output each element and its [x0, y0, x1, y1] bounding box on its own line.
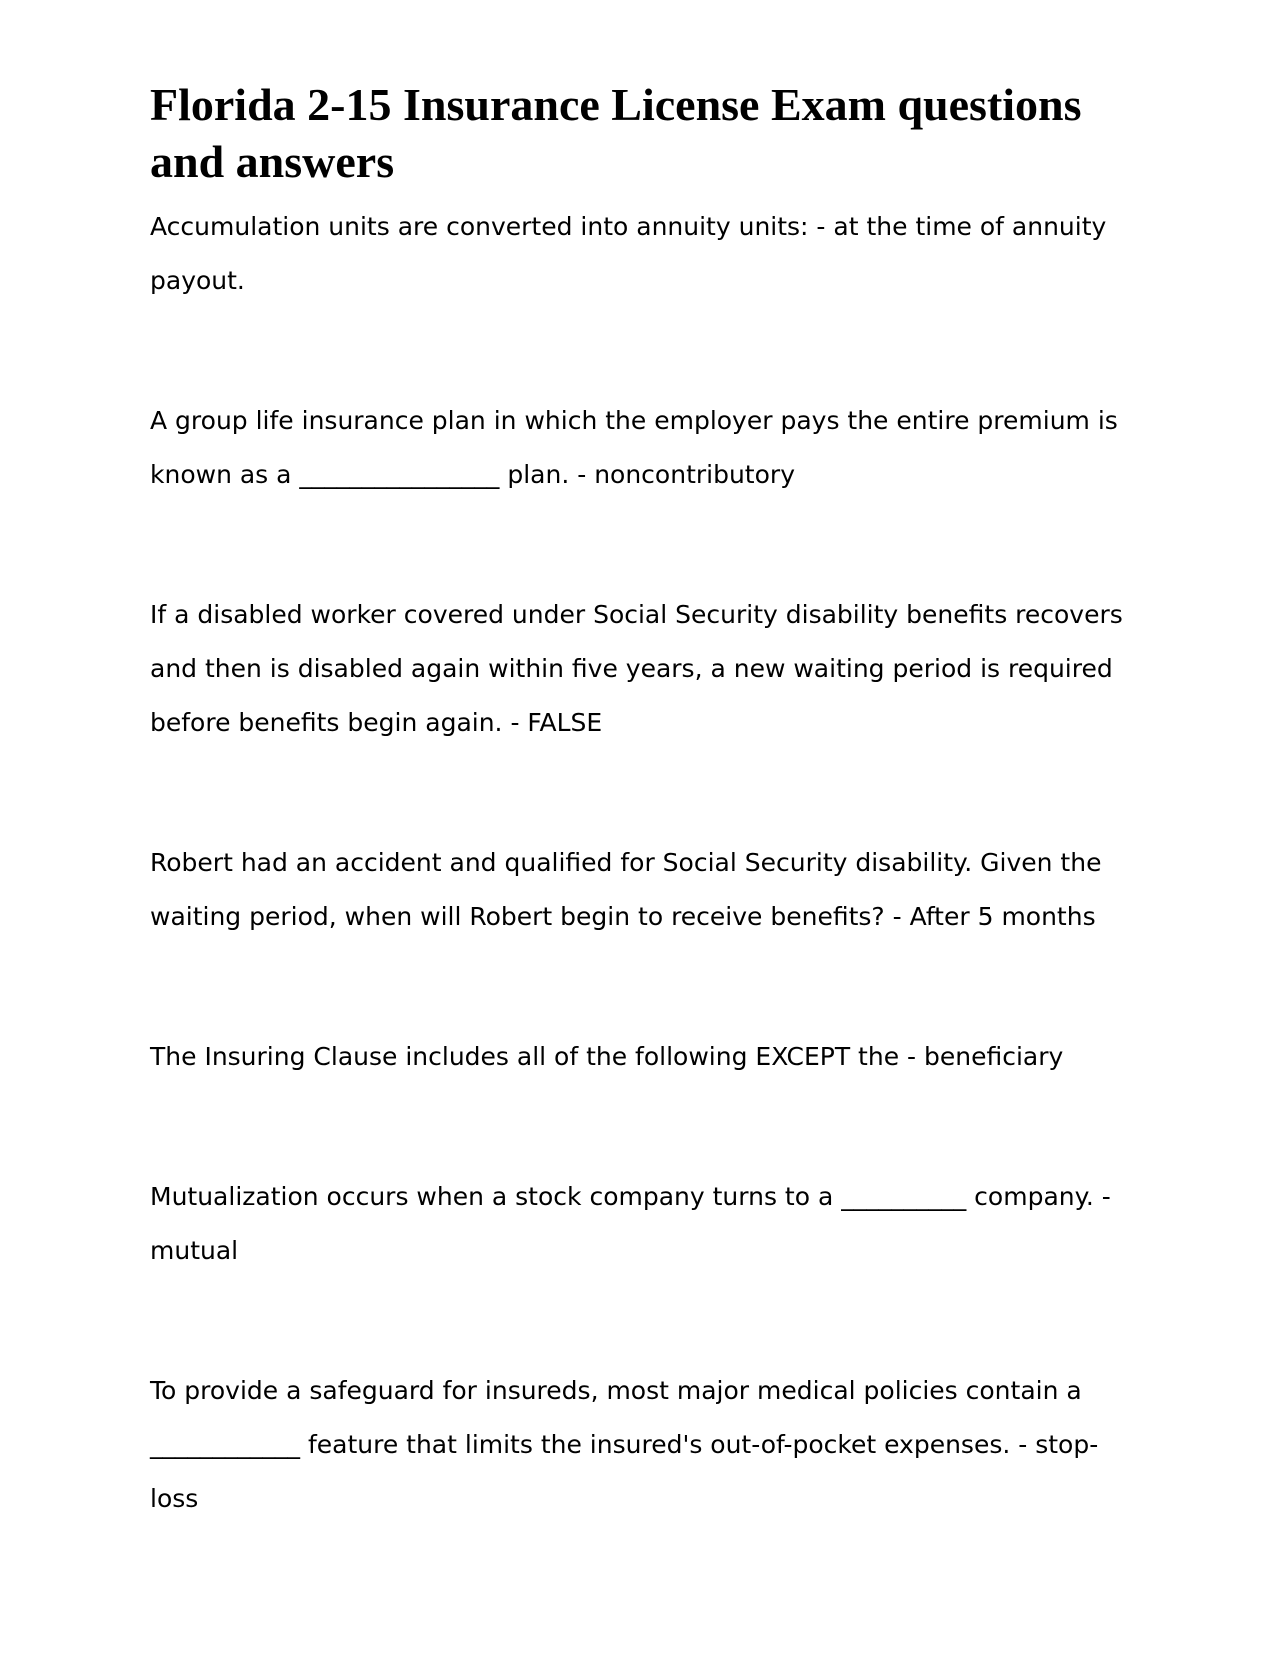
qa-item: To provide a safeguard for insureds, most major medical policies contain a ____________ feature that limits the insured's out-of-pocket expenses. - stop-loss — [150, 1376, 1099, 1513]
document-content — [150, 76, 1130, 1526]
document-title: Florida 2-15 Insurance License Exam questions and answers — [150, 79, 1082, 187]
qa-item: If a disabled worker covered under Social Security disability benefits recovers and then is disabled again within five years, a new waiting period is required before benefits begin again. - FALSE — [150, 600, 1123, 737]
qa-item: Accumulation units are converted into annuity units: - at the time of annuity payout. — [150, 212, 1107, 295]
qa-item: A group life insurance plan in which the employer pays the entire premium is known as a ________________ plan. - noncontributory — [150, 406, 1118, 489]
qa-item: Mutualization occurs when a stock company turns to a __________ company. - mutual — [150, 1182, 1111, 1265]
qa-item: The Insuring Clause includes all of the following EXCEPT the - beneficiary — [150, 1042, 1064, 1071]
qa-item: Robert had an accident and qualified for Social Security disability. Given the waiting period, when will Robert begin to receive benefits? - After 5 months — [150, 848, 1102, 931]
